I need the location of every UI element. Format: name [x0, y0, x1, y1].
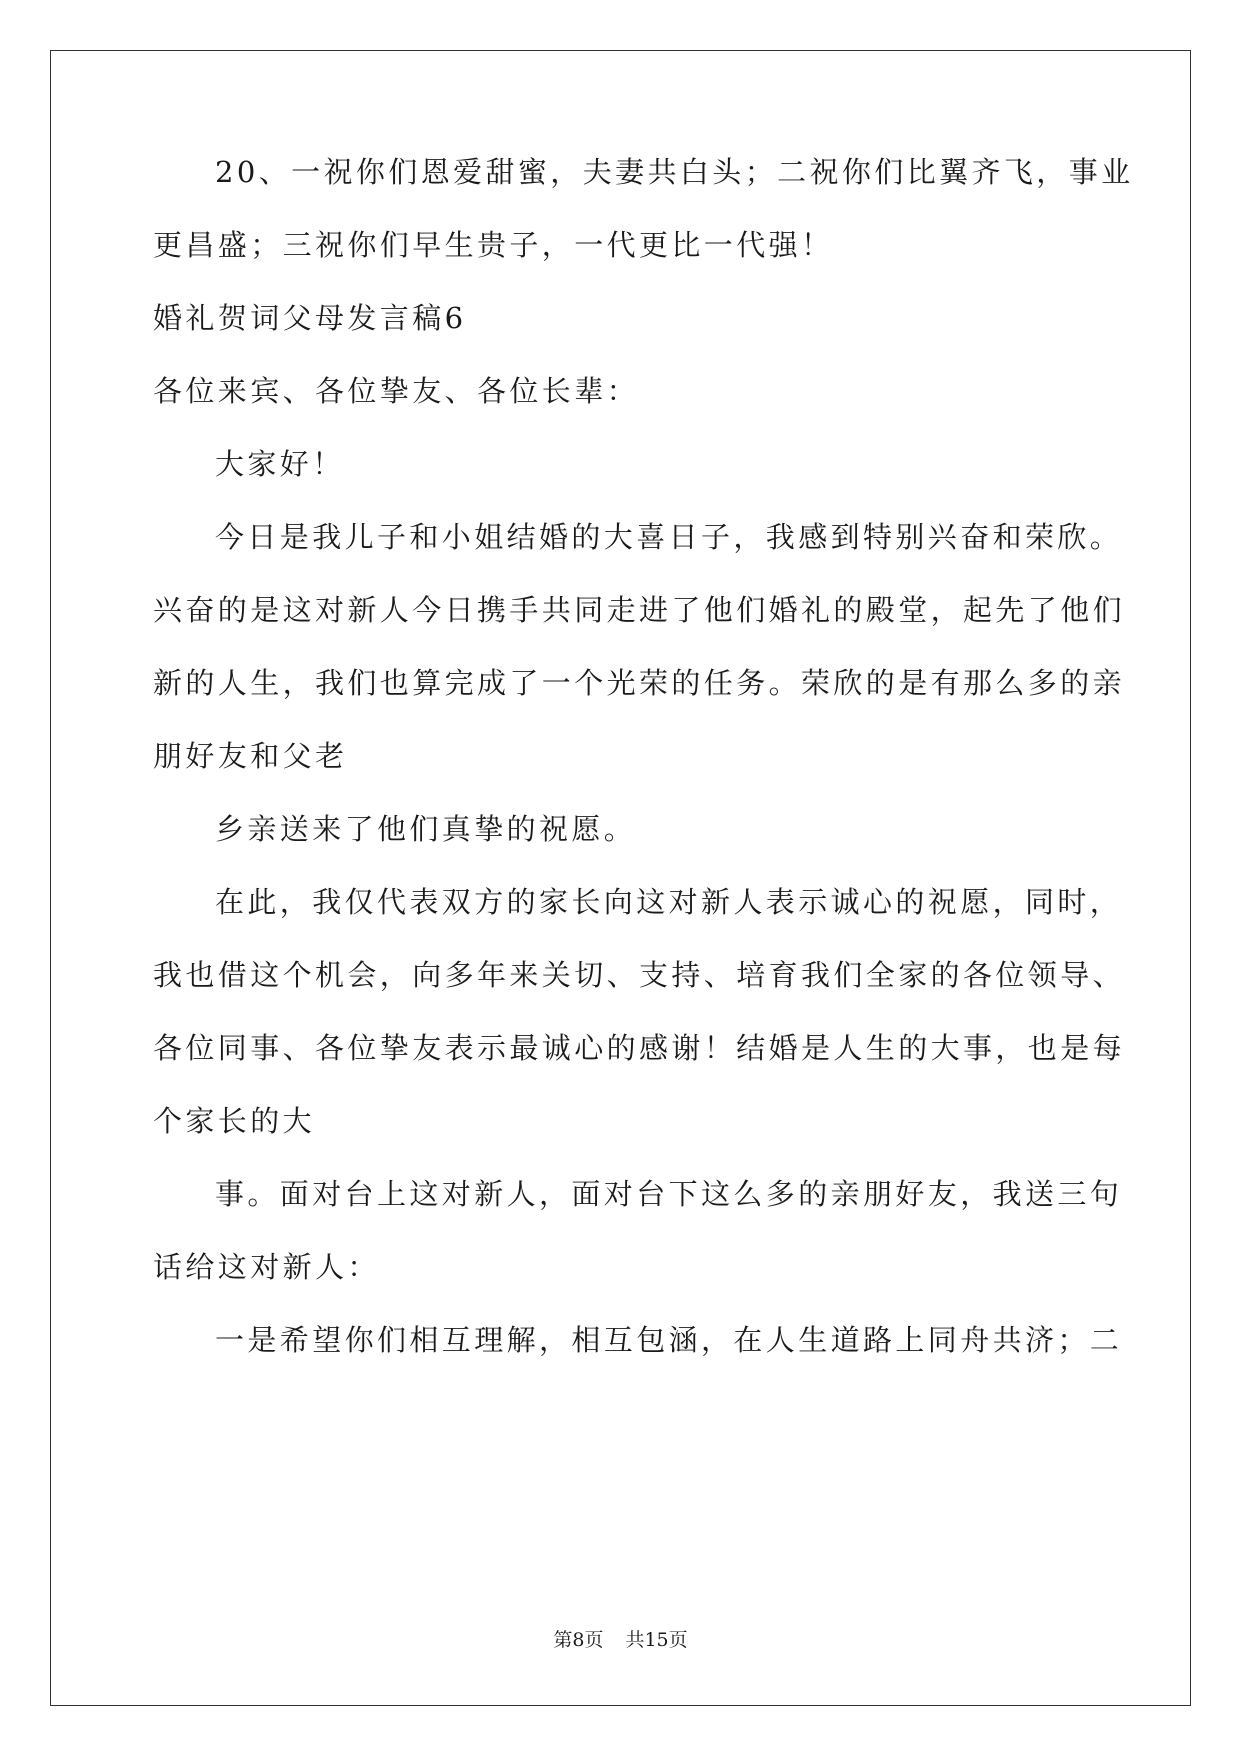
- page-number: 第8页: [553, 1629, 604, 1651]
- text-line-2: 更昌盛；三祝你们早生贵子，一代更比一代强！: [153, 228, 834, 262]
- greeting: 大家好！: [215, 447, 345, 481]
- section-heading: 婚礼贺词父母发言稿6: [153, 301, 467, 335]
- text-line-14: 个家长的大: [153, 1104, 316, 1138]
- text-line-16: 话给这对新人：: [153, 1250, 380, 1284]
- text-line-11: 在此，我仅代表双方的家长向这对新人表示诚心的祝愿，同时，: [215, 885, 1123, 919]
- page-total: 共15页: [625, 1629, 688, 1651]
- salutation: 各位来宾、各位挚友、各位长辈：: [153, 374, 640, 408]
- text-line-17: 一是希望你们相互理解，相互包涵，在人生道路上同舟共济；二: [215, 1323, 1123, 1357]
- text-line-15: 事。面对台上这对新人，面对台下这么多的亲朋好友，我送三句: [215, 1177, 1123, 1211]
- text-line-8: 新的人生，我们也算完成了一个光荣的任务。荣欣的是有那么多的亲: [153, 666, 1126, 700]
- text-line-6: 今日是我儿子和小姐结婚的大喜日子，我感到特别兴奋和荣欣。: [215, 520, 1123, 554]
- text-line-7: 兴奋的是这对新人今日携手共同走进了他们婚礼的殿堂，起先了他们: [153, 593, 1126, 627]
- text-line-10: 乡亲送来了他们真挚的祝愿。: [215, 812, 637, 846]
- text-line-9: 朋好友和父老: [153, 739, 348, 773]
- text-line-13: 各位同事、各位挚友表示最诚心的感谢！结婚是人生的大事，也是每: [153, 1031, 1126, 1065]
- text-line-1: 20、一祝你们恩爱甜蜜，夫妻共白头；二祝你们比翼齐飞，事业: [215, 155, 1134, 189]
- text-line-12: 我也借这个机会，向多年来关切、支持、培育我们全家的各位领导、: [153, 958, 1126, 992]
- page-footer: [0, 1628, 1241, 1652]
